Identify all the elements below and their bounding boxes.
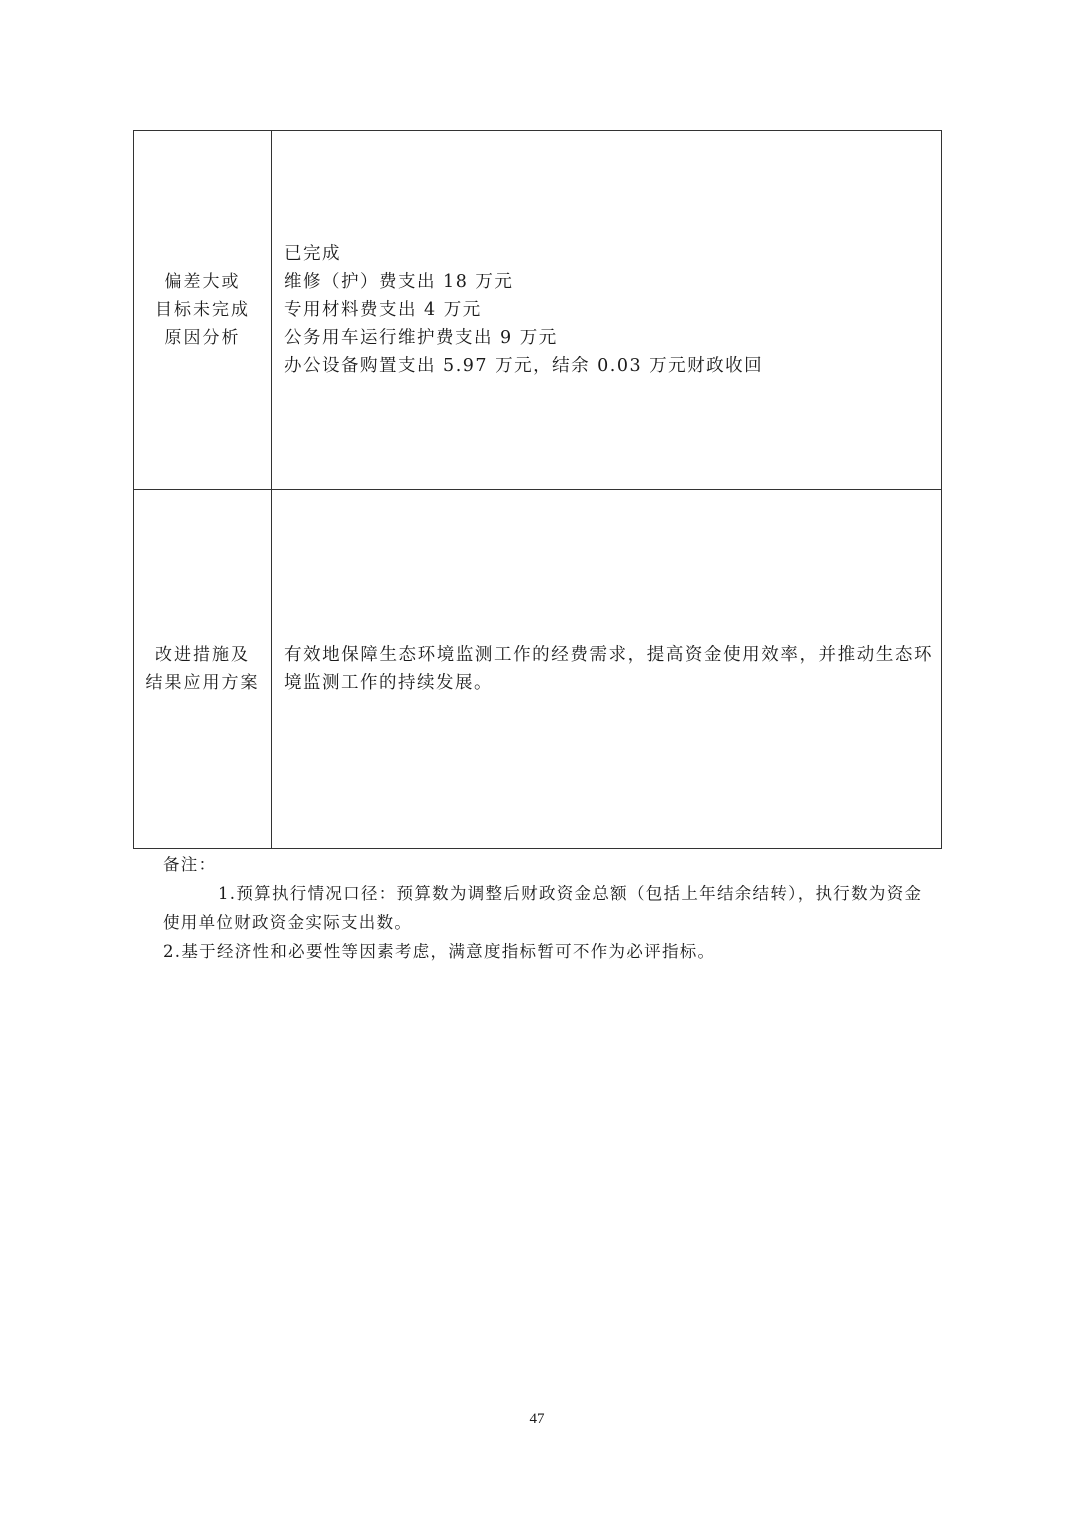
row-label-line: 偏差大或	[164, 272, 241, 292]
row-label-line: 原因分析	[164, 328, 241, 348]
row-label-cell	[134, 490, 272, 849]
note-item: 2.基于经济性和必要性等因素考虑，满意度指标暂可不作为必评指标。	[163, 942, 716, 961]
content-paragraph: 有效地保障生态环境监测工作的经费需求，提高资金使用效率，并推动生态环境监测工作的持续发展。	[284, 645, 933, 693]
table-row	[134, 131, 942, 490]
row-content-cell	[272, 490, 942, 849]
row-content-cell	[272, 131, 942, 490]
table-row	[134, 490, 942, 849]
note-item: 1.预算执行情况口径：预算数为调整后财政资金总额（包括上年结余结转），执行数为资金使用单位财政资金实际支出数。	[163, 884, 923, 932]
content-line: 公务用车运行维护费支出 9 万元	[284, 328, 558, 348]
content-line: 专用材料费支出 4 万元	[284, 300, 482, 320]
row-label-cell	[134, 131, 272, 490]
content-line: 维修（护）费支出 18 万元	[284, 272, 514, 292]
row-label-line: 结果应用方案	[145, 673, 260, 693]
row-label-line: 改进措施及	[155, 645, 250, 665]
performance-table	[133, 130, 942, 849]
row-label-line: 目标未完成	[155, 300, 250, 320]
page-number: 47	[529, 1411, 545, 1427]
notes-section	[133, 850, 933, 966]
content-line: 已完成	[284, 244, 341, 264]
notes-title: 备注：	[163, 855, 217, 874]
content-line: 办公设备购置支出 5.97 万元，结余 0.03 万元财政收回	[284, 356, 764, 376]
